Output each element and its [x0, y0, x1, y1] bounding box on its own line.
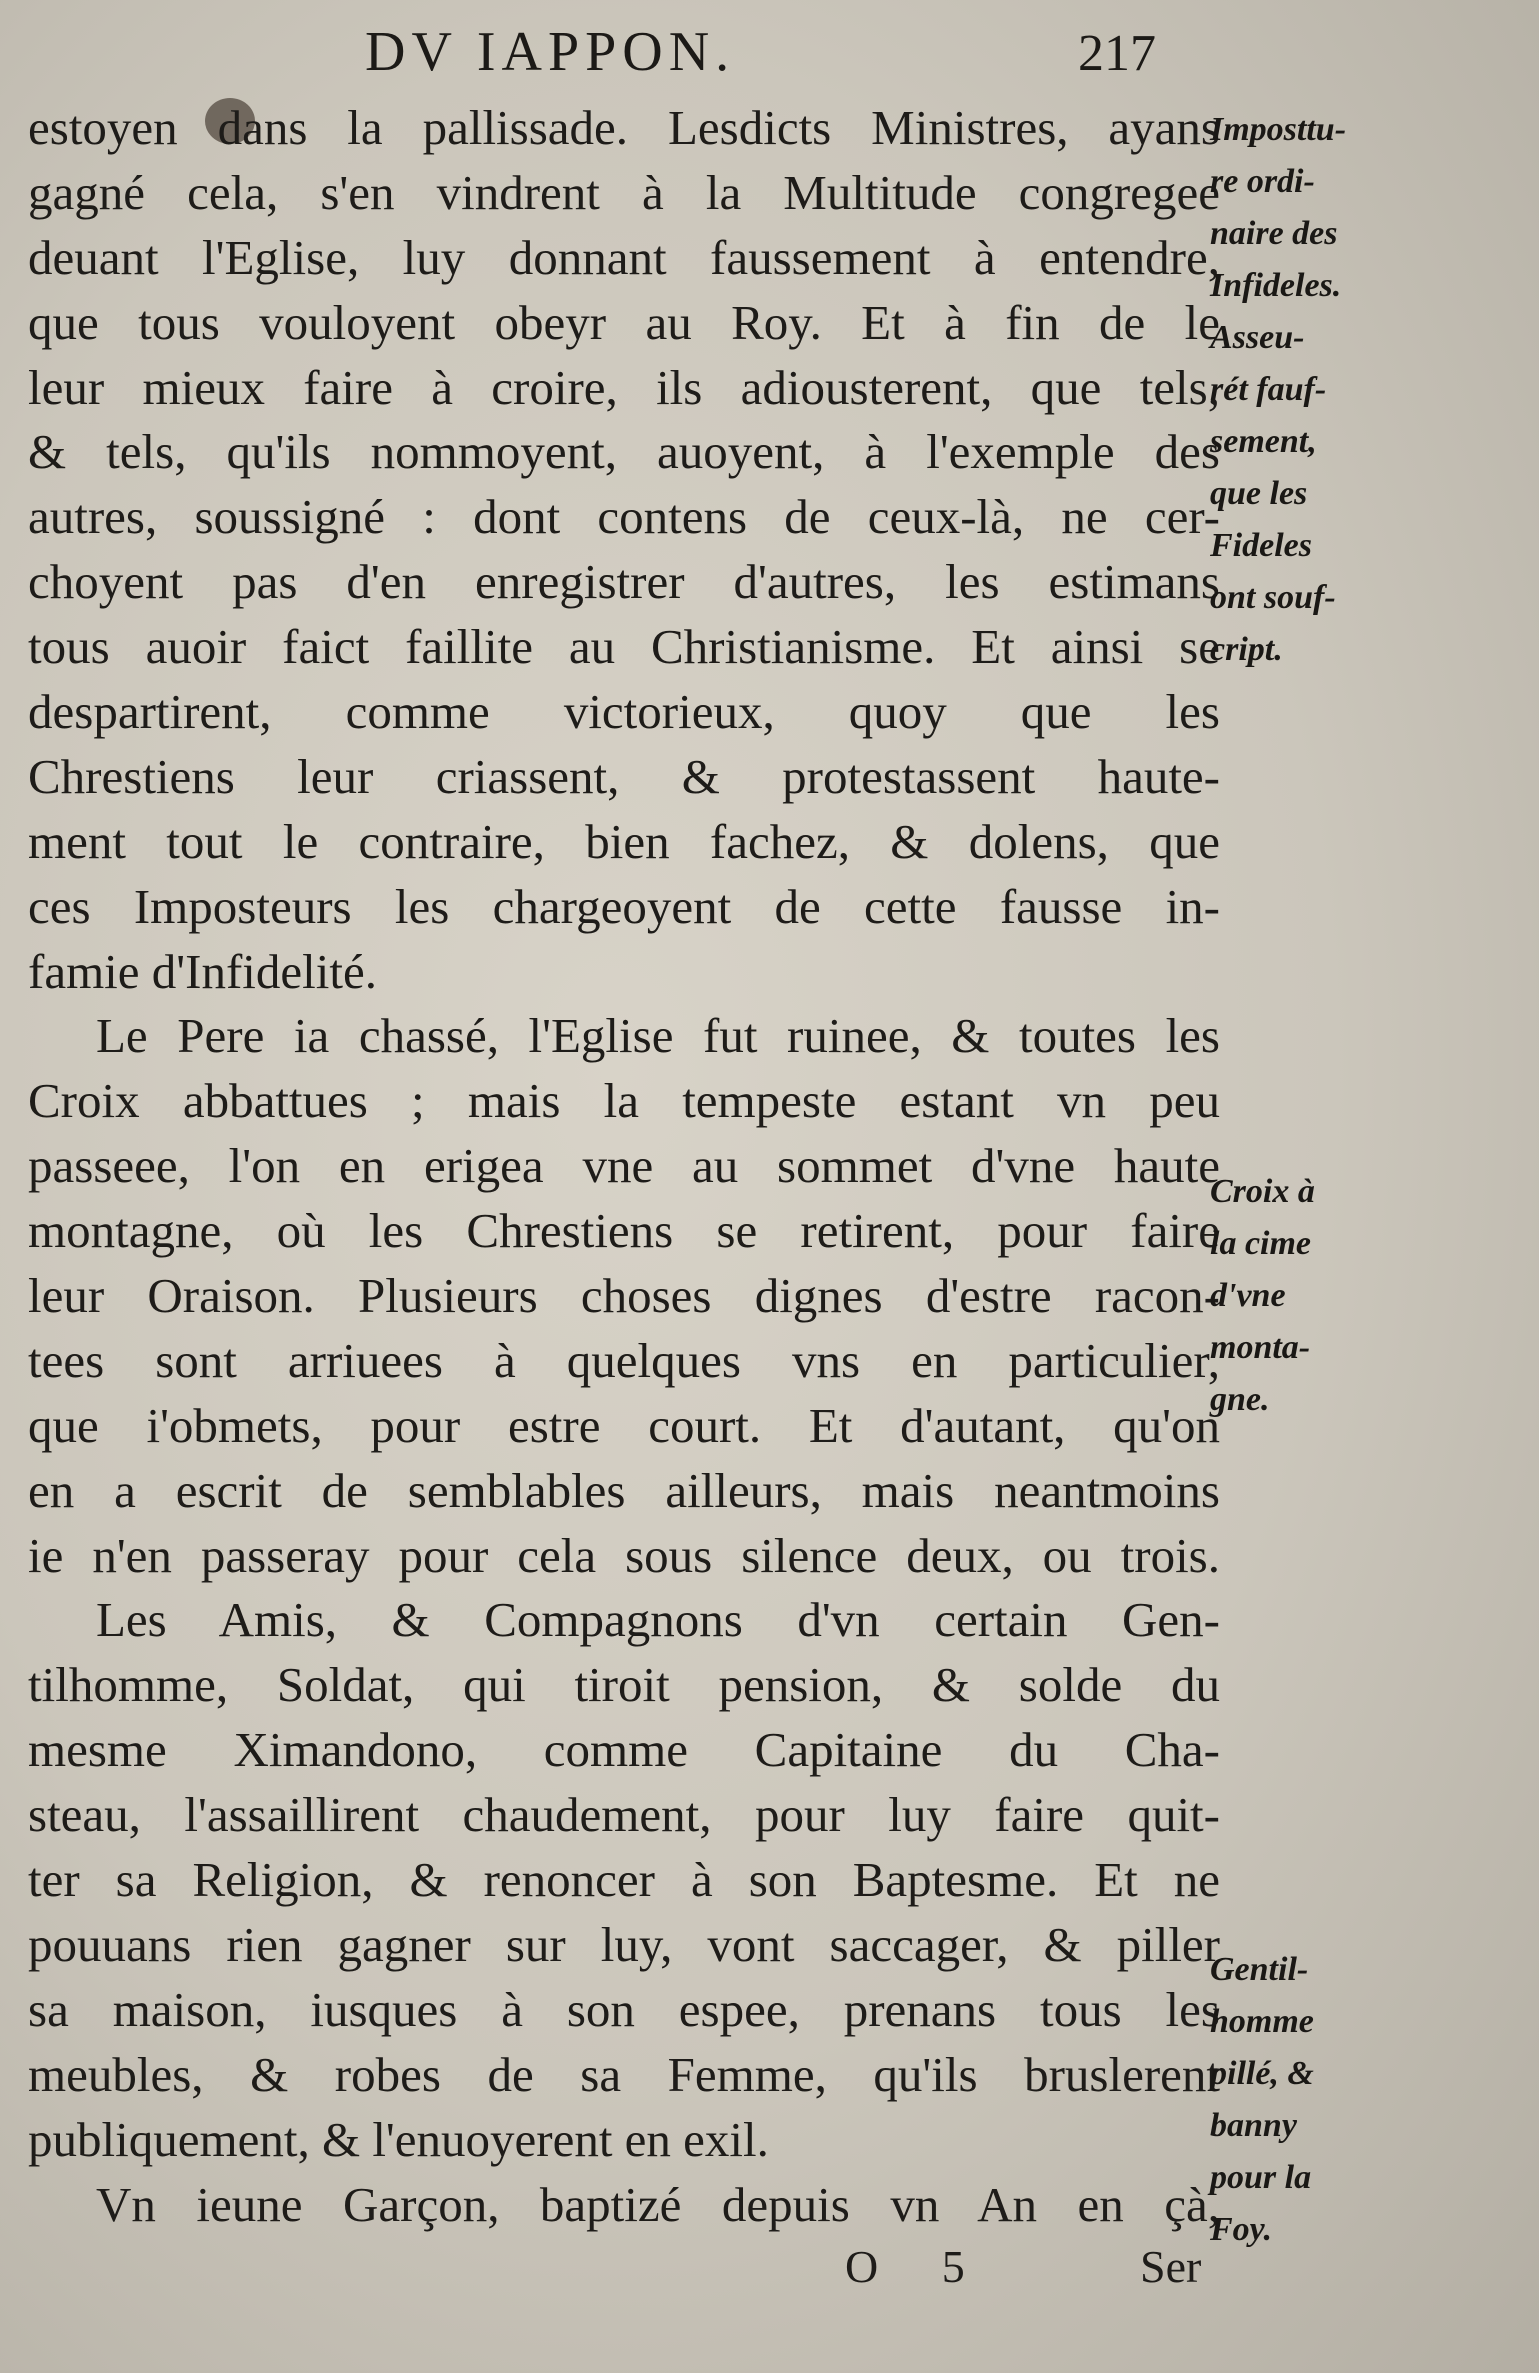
text-line: pouuans rien gagner sur luy, vont saccager, & piller [28, 1916, 1220, 1972]
text-line: leur mieux faire à croire, ils adiousterent, que tels, [28, 359, 1220, 415]
text-line: que i'obmets, pour estre court. Et d'autant, qu'on [28, 1397, 1220, 1453]
text-line: tees sont arriuees à quelques vns en particulier, [28, 1332, 1220, 1388]
text-line: steau, l'assaillirent chaudement, pour luy faire quit- [28, 1787, 1220, 1843]
page-number: 217 [1078, 25, 1156, 82]
text-line: despartirent, comme victorieux, quoy que les [28, 684, 1220, 740]
margin-note-line: banny [1210, 2107, 1297, 2144]
margin-note-line: ont souf- [1210, 579, 1336, 616]
text-line: Chrestiens leur criassent, & protestassent haute- [28, 748, 1220, 804]
text-line: ment tout le contraire, bien fachez, & dolens, que [28, 813, 1220, 869]
text-line: choyent pas d'en enregistrer d'autres, les estimans [28, 554, 1220, 610]
margin-note-line: homme [1210, 2003, 1314, 2040]
catchword: Ser [1140, 2241, 1202, 2292]
text-line: Les Amis, & Compagnons d'vn certain Gen- [96, 1592, 1220, 1648]
margin-note-line: Infideles. [1210, 267, 1342, 304]
page-header [0, 20, 1539, 90]
text-line: sa maison, iusques à son espee, prenans tous les [28, 1981, 1220, 2037]
body-text [28, 96, 1220, 2237]
text-line: deuant l'Eglise, luy donnant faussement à entendre, [28, 229, 1220, 285]
margin-note-line: que les [1210, 475, 1308, 512]
text-line: tilhomme, Soldat, qui tiroit pension, & solde du [28, 1657, 1220, 1713]
margin-note-croix [1210, 1166, 1410, 1426]
text-line: montagne, où les Chrestiens se retirent, pour faire [28, 1203, 1220, 1259]
text-line: mesme Ximandono, comme Capitaine du Cha- [28, 1722, 1220, 1778]
margin-note-line: la cime [1210, 1225, 1312, 1262]
margin-note-assurance [1210, 312, 1410, 676]
margin-note-line: naire des [1210, 215, 1338, 252]
page-footer [0, 2240, 1539, 2300]
margin-note-line: pillé, & [1210, 2055, 1314, 2092]
text-line: estoyen dans la pallissade. Lesdicts Ministres, ayans [28, 100, 1220, 155]
margin-note-line: pour la [1210, 2159, 1312, 2196]
margin-note-line: Gentil- [1210, 1951, 1309, 1988]
margin-note-line: rét fauf- [1210, 371, 1327, 408]
margin-note-line: Foy. [1210, 2211, 1273, 2248]
margin-note-line: Fideles [1210, 527, 1312, 564]
signature-mark: O 5 [845, 2241, 991, 2292]
margin-note-line: re ordi- [1210, 163, 1315, 200]
text-line: leur Oraison. Plusieurs choses dignes d'estre racon- [28, 1268, 1220, 1324]
text-line: Vn ieune Garçon, baptizé depuis vn An en çà, [96, 2176, 1220, 2232]
text-line: Croix abbattues ; mais la tempeste estant vn peu [28, 1073, 1220, 1129]
text-line: ces Imposteurs les chargeoyent de cette fausse in- [28, 878, 1220, 934]
text-line: & tels, qu'ils nommoyent, auoyent, à l'exemple des [28, 424, 1220, 480]
text-line: famie d'Infidelité. [28, 943, 377, 999]
text-line: tous auoir faict faillite au Christianisme. Et ainsi se [28, 619, 1220, 675]
text-line: autres, soussigné : dont contens de ceux-là, ne cer- [28, 489, 1220, 545]
text-line: meubles, & robes de sa Femme, qu'ils bruslerent [28, 2046, 1220, 2102]
text-line: publiquement, & l'enuoyerent en exil. [28, 2111, 769, 2167]
margin-note-line: d'vne [1210, 1277, 1286, 1314]
margin-note-line: Croix à [1210, 1173, 1315, 1210]
text-line: Le Pere ia chassé, l'Eglise fut ruinee, & toutes les [96, 1008, 1220, 1064]
margin-note-gentilhomme [1210, 1944, 1410, 2256]
text-line: passeee, l'on en erigea vne au sommet d'vne haute [28, 1138, 1220, 1194]
margin-note-line: cript. [1210, 631, 1283, 668]
text-line: gagné cela, s'en vindrent à la Multitude congregee [28, 164, 1220, 220]
margin-note-imposture [1210, 104, 1410, 312]
running-title: DV IAPPON. [365, 21, 736, 83]
margin-note-line: gne. [1210, 1381, 1270, 1418]
margin-note-line: Asseu- [1210, 319, 1305, 356]
margin-note-line: monta- [1210, 1329, 1311, 1366]
text-line: ter sa Religion, & renoncer à son Baptesme. Et ne [28, 1852, 1220, 1908]
margin-note-line: Imposttu- [1210, 111, 1347, 148]
text-line: que tous vouloyent obeyr au Roy. Et à fin de le [28, 294, 1220, 350]
margin-note-line: sement, [1210, 423, 1317, 460]
text-line: en a escrit de semblables ailleurs, mais neantmoins [28, 1462, 1220, 1518]
text-line: ie n'en passeray pour cela sous silence deux, ou trois. [28, 1527, 1220, 1583]
